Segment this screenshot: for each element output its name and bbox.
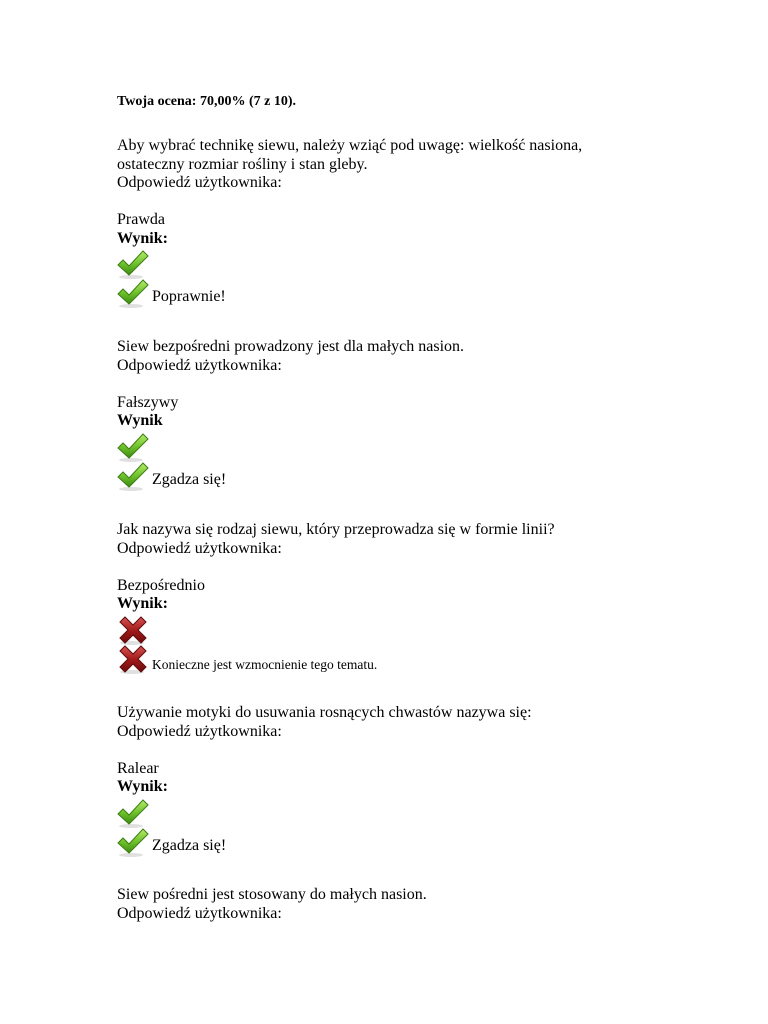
user-answer-label: Odpowiedź użytkownika: xyxy=(117,904,282,922)
result-icon-row xyxy=(117,614,697,643)
check-icon xyxy=(117,460,149,492)
user-answer: Bezpośrednio xyxy=(117,576,205,594)
feedback-text: Konieczne jest wzmocnienie tego tematu. xyxy=(152,656,378,672)
user-answer: Ralear xyxy=(117,759,159,777)
feedback-text: Zgadza się! xyxy=(152,836,227,854)
result-icon-row xyxy=(117,431,697,460)
check-icon xyxy=(117,797,149,829)
check-icon xyxy=(117,431,149,463)
question-block xyxy=(117,137,697,307)
question-text: Siew pośredni jest stosowany do małych nasion. xyxy=(117,886,427,903)
feedback-row xyxy=(117,826,697,856)
result-label: Wynik: xyxy=(117,595,168,612)
cross-icon xyxy=(117,614,149,646)
question-text: Aby wybrać technikę siewu, należy wziąć pod uwagę: wielkość nasiona, xyxy=(117,137,583,154)
feedback-row xyxy=(117,460,697,490)
user-answer-label: Odpowiedź użytkownika: xyxy=(117,356,282,374)
result-label: Wynik: xyxy=(117,778,168,795)
check-icon xyxy=(117,248,149,280)
question-text: Używanie motyki do usuwania rosnących chwastów nazywa się: xyxy=(117,704,532,721)
question-text: Jak nazywa się rodzaj siewu, który przeprowadza się w formie linii? xyxy=(117,521,555,538)
user-answer: Prawda xyxy=(117,211,165,228)
feedback-row xyxy=(117,643,697,673)
result-label: Wynik xyxy=(117,412,163,429)
question-text: ostateczny rozmiar rośliny i stan gleby. xyxy=(117,155,368,173)
user-answer-label: Odpowiedź użytkownika: xyxy=(117,539,282,557)
user-answer-label: Odpowiedź użytkownika: xyxy=(117,174,282,191)
user-answer-label: Odpowiedź użytkownika: xyxy=(117,722,282,740)
result-icon-row xyxy=(117,248,697,277)
question-block xyxy=(117,338,697,490)
result-label: Wynik: xyxy=(117,229,168,247)
feedback-text: Poprawnie! xyxy=(152,288,226,305)
feedback-text: Zgadza się! xyxy=(152,470,227,488)
result-icon-row xyxy=(117,797,697,826)
check-icon xyxy=(117,826,149,858)
cross-icon xyxy=(117,643,149,675)
question-block xyxy=(117,886,697,923)
question-text: Siew bezpośredni prowadzony jest dla małych nasion. xyxy=(117,338,465,355)
question-block xyxy=(117,704,697,856)
feedback-row xyxy=(117,277,697,307)
question-block xyxy=(117,521,697,673)
score-summary: Twoja ocena: 70,00% (7 z 10). xyxy=(117,94,296,109)
check-icon xyxy=(117,277,149,309)
user-answer: Fałszywy xyxy=(117,393,179,411)
